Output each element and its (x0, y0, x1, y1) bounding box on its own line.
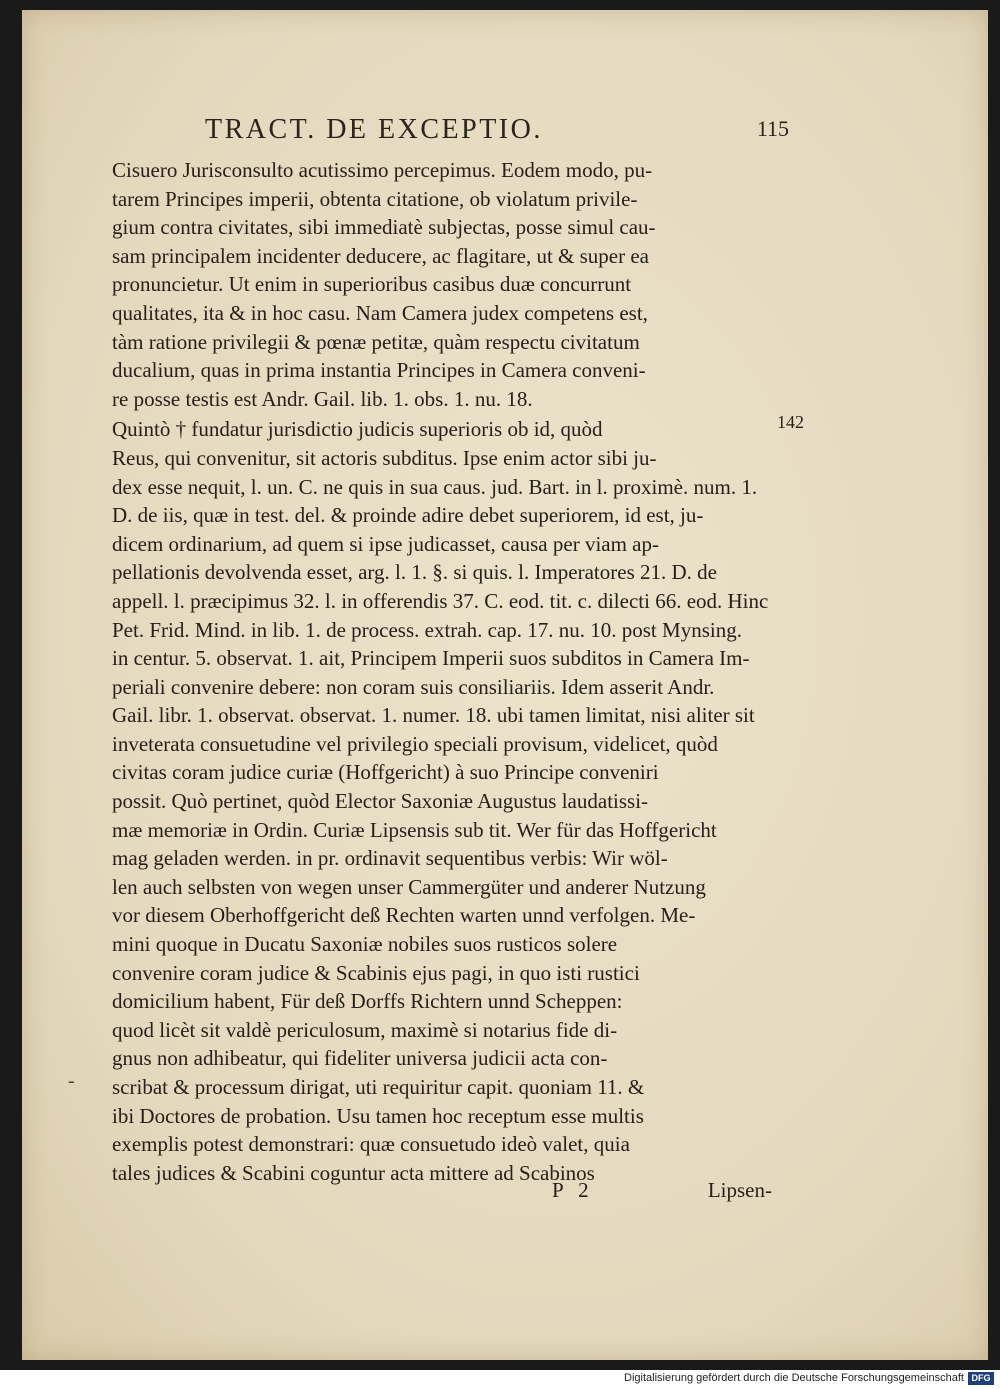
text-line: mæ memoriæ in Ordin. Curiæ Lipsensis sub tit. Wer für das Hoffgericht (112, 817, 717, 842)
text-line: convenire coram judice & Scabinis ejus pagi, in quo isti rustici (112, 960, 640, 985)
text-line: mag geladen werden. in pr. ordinavit sequentibus verbis: Wir wöl- (112, 846, 668, 871)
running-title: TRACT. DE EXCEPTIO. (205, 114, 543, 145)
text-line: mini quoque in Ducatu Saxoniæ nobiles suos rusticos solere (112, 932, 618, 957)
text-line: D. de iis, quæ in test. del. & proinde adire debet superiorem, id est, ju- (112, 503, 704, 528)
text-line: dicem ordinarium, ad quem si ipse judicasset, causa per viam ap- (112, 531, 659, 556)
folio-number: 115 (756, 116, 789, 141)
text-line: ducalium, quas in prima instantia Principes in Camera conveni- (112, 358, 646, 383)
text-line: ibi Doctores de probation. Usu tamen hoc receptum esse multis (112, 1103, 644, 1128)
text-line: possit. Quò pertinet, quòd Elector Saxoniæ Augustus laudatissi- (112, 789, 649, 814)
margin-note: 142 (777, 412, 804, 432)
text-line: appell. l. præcipimus 32. l. in offerendis 37. C. eod. tit. c. dilecti 66. eod. Hinc (112, 588, 769, 613)
text-line: qualitates, ita & in hoc casu. Nam Camera judex competens est, (112, 300, 648, 325)
text-line: quod licèt sit valdè periculosum, maximè si notarius fide di- (112, 1017, 618, 1042)
text-line: tàm ratione privilegii & pœnæ petitæ, quàm respectu civitatum (112, 329, 640, 354)
catchline (112, 1178, 772, 1208)
text-line: tales judices & Scabini coguntur acta mittere ad Scabinos (112, 1160, 595, 1185)
text-line: domicilium habent, Für deß Dorffs Richtern unnd Scheppen: (112, 989, 623, 1014)
text-line: exemplis potest demonstrari: quæ consuetudo ideò valet, quia (112, 1132, 630, 1157)
footer-bar (0, 1370, 1000, 1389)
text-line: civitas coram judice curiæ (Hoffgericht) à suo Principe conveniri (112, 760, 659, 785)
signature-mark: P 2 (552, 1178, 589, 1202)
body-text (112, 156, 772, 1187)
text-line: sam principalem incidenter deducere, ac flagitare, ut & super ea (112, 243, 649, 268)
text-line: gium contra civitates, sibi immediatè subjectas, posse simul cau- (112, 215, 656, 240)
text-line: Reus, qui convenitur, sit actoris subditus. Ipse enim actor sibi ju- (112, 445, 657, 470)
text-line: in centur. 5. observat. 1. ait, Principem Imperii suos subditos in Camera Im- (112, 646, 750, 671)
text-line: vor diesem Oberhoffgericht deß Rechten warten unnd verfolgen. Me- (112, 903, 696, 928)
footer-credit: Digitalisierung gefördert durch die Deutsche Forschungsgemeinschaft (624, 1372, 964, 1384)
text-line: periali convenire debere: non coram suis consiliariis. Idem asserit Andr. (112, 674, 715, 699)
text-line: dex esse nequit, l. un. C. ne quis in sua caus. jud. Bart. in l. proximè. num. 1. (112, 474, 758, 499)
text-line: gnus non adhibeatur, qui fideliter universa judicii acta con- (112, 1046, 608, 1071)
text-line: tarem Principes imperii, obtenta citatione, ob violatum privile- (112, 186, 638, 211)
text-line: inveterata consuetudine vel privilegio speciali provisum, videlicet, quòd (112, 731, 718, 756)
text-line: Gail. libr. 1. observat. observat. 1. numer. 18. ubi tamen limitat, nisi aliter sit (112, 703, 755, 728)
text-line: Cisuero Jurisconsulto acutissimo percepimus. Eodem modo, pu- (112, 158, 653, 182)
text-line: pronuncietur. Ut enim in superioribus casibus duæ concurrunt (112, 272, 632, 297)
text-line: pellationis devolvenda esset, arg. l. 1. §. si quis. l. Imperatores 21. D. de (112, 560, 717, 585)
page-header (205, 114, 795, 154)
text-line: scribat & processum dirigat, uti requiritur capit. quoniam 11. & (112, 1075, 645, 1099)
catchword: Lipsen- (707, 1178, 772, 1202)
text-line: Quintò † fundatur jurisdictio judicis superioris ob id, quòd (112, 417, 603, 442)
dfg-logo-icon: DFG (968, 1372, 994, 1385)
margin-mark: - (68, 1070, 75, 1092)
text-line: re posse testis est Andr. Gail. lib. 1. obs. 1. nu. 18. (112, 386, 533, 411)
text-line: Pet. Frid. Mind. in lib. 1. de process. extrah. cap. 17. nu. 10. post Mynsing. (112, 617, 742, 642)
text-line: len auch selbsten von wegen unser Cammergüter und anderer Nutzung (112, 874, 706, 899)
